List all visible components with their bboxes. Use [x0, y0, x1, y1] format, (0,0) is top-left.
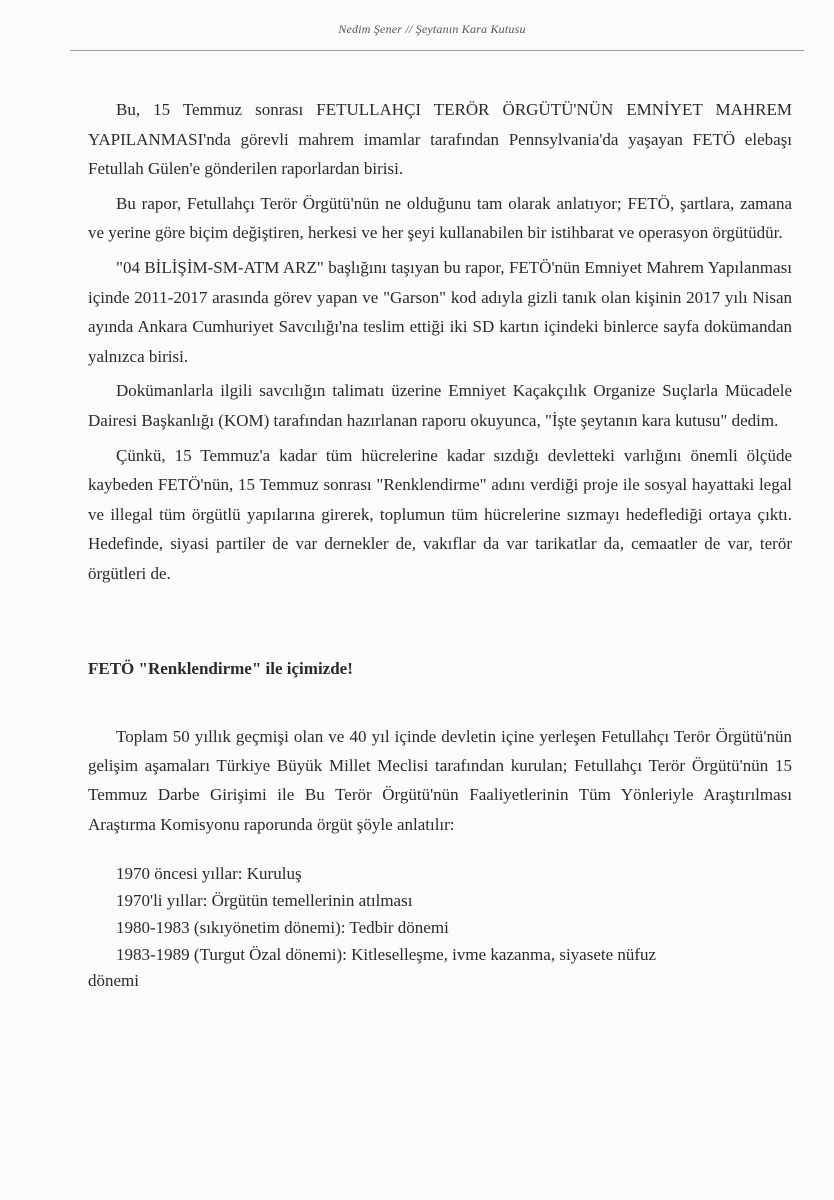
paragraph: Çünkü, 15 Temmuz'a kadar tüm hücrelerine kadar sızdığı devletteki varlığını önemli ölçüde kaybeden FETÖ'nün, 15 Temmuz sonrası "Renklendirme" adını verdiği proje ile sosyal hayattaki legal ve illegal tüm örgütlü yapılarına girerek, toplumun tüm hücrelerine sızmayı hedeflediği ortaya çıktı. Hedefinde, siyasi partiler de var dernekler de, vakıflar da var tarikatlar da, cemaatler de var, terör örgütleri de. [88, 445, 792, 583]
timeline-item: 1970'li yıllar: Örgütün temellerinin atılması [116, 890, 413, 910]
section-gap [88, 684, 792, 722]
section-intro: Toplam 50 yıllık geçmişi olan ve 40 yıl içinde devletin içine yerleşen Fetullahçı Terör Örgütü'nün gelişim aşamaları Türkiye Büyük Millet Meclisi tarafından kurulan; Fetullahçı Terör Örgütü'nün 15 Temmuz Darbe Girişimi ile Bu Terör Örgütü'nün Faaliyetlerinin Tüm Yönleriyle Araştırılması Araştırma Komisyonu raporunda örgüt şöyle anlatılır: [88, 726, 792, 834]
timeline-item: 1980-1983 (sıkıyönetim dönemi): Tedbir dönemi [116, 917, 449, 937]
page-body [88, 95, 792, 995]
section-heading: FETÖ "Renklendirme" ile içimizde! [88, 658, 353, 678]
timeline-list [88, 861, 792, 995]
section-gap [88, 594, 792, 654]
list-gap [88, 839, 792, 861]
paragraph: Bu, 15 Temmuz sonrası FETULLAHÇI TERÖR ÖRGÜTÜ'NÜN EMNİYET MAHREM YAPILANMASI'nda görevli mahrem imamlar tarafından Pennsylvania'da yaşayan FETÖ elebaşı Fetullah Gülen'e gönderilen raporlardan birisi. [88, 100, 792, 179]
timeline-item: 1983-1989 (Turgut Özal dönemi): Kitleselleşme, ivme kazanma, siyasete nüfuz [116, 944, 657, 964]
paragraph: Bu rapor, Fetullahçı Terör Örgütü'nün ne olduğunu tam olarak anlatıyor; FETÖ, şartlara, zamana ve yerine göre biçim değiştiren, herkesi ve her şeyi kullanabilen bir istihbarat ve operasyon örgütüdür. [88, 193, 792, 243]
paragraph: Dokümanlarla ilgili savcılığın talimatı üzerine Emniyet Kaçakçılık Organize Suçlarla Mücadele Dairesi Başkanlığı (KOM) tarafından hazırlanan raporu okuyunca, "İşte şeytanın kara kutusu" dedim. [88, 381, 792, 430]
timeline-item: 1970 öncesi yıllar: Kuruluş [116, 864, 302, 884]
timeline-item-continuation: dönemi [88, 971, 139, 991]
header-divider [70, 50, 804, 51]
running-header: Nedim Şener // Şeytanın Kara Kutusu [338, 22, 526, 36]
paragraph: "04 BİLİŞİM-SM-ATM ARZ" başlığını taşıyan bu rapor, FETÖ'nün Emniyet Mahrem Yapılanması içinde 2011-2017 arasında görev yapan ve "Garson" kod adıyla gizli tanık olan kişinin 2017 yılı Nisan ayında Ankara Cumhuriyet Savcılığı'na teslim ettiği iki SD kartın içindeki binlerce sayfa dokümandan yalnızca birisi. [88, 257, 792, 366]
